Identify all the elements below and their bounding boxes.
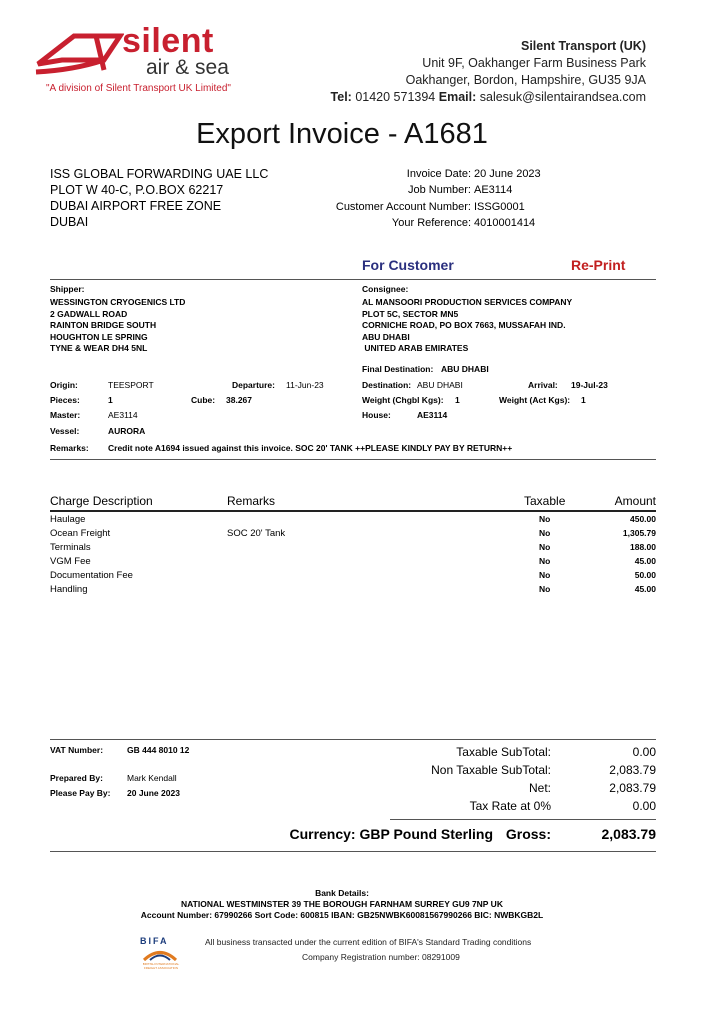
divider: [50, 851, 656, 852]
bank-details: [0, 888, 684, 921]
bank-title: Bank Details:: [315, 888, 369, 898]
divider: [50, 739, 656, 740]
cell-taxable: No: [539, 584, 551, 594]
meta-value: AE3114: [474, 184, 513, 197]
cell-taxable: No: [539, 570, 551, 580]
total-label: Taxable SubTotal:: [456, 745, 551, 759]
vat-label: VAT Number:: [50, 745, 104, 755]
company-contact: [331, 89, 646, 106]
departure-label: Departure:: [232, 380, 275, 390]
email-value: salesuk@silentairandsea.com: [479, 90, 646, 104]
reprint-label: Re-Print: [571, 257, 626, 273]
invoice-date-row: [330, 166, 541, 182]
shipper-line: RAINTON BRIDGE SOUTH: [50, 320, 157, 330]
company-address-line1: Unit 9F, Oakhanger Farm Business Park: [422, 56, 646, 70]
company-address-line2: Oakhanger, Bordon, Hampshire, GU35 9JA: [405, 73, 646, 87]
consignee-line: AL MANSOORI PRODUCTION SERVICES COMPANY: [362, 297, 573, 307]
meta-label: Your Reference:: [391, 217, 471, 230]
cell-description: Haulage: [50, 514, 86, 525]
shipper-line: TYNE & WEAR DH4 5NL: [50, 343, 148, 353]
company-address: [331, 38, 646, 106]
final-destination-value: ABU DHABI: [441, 364, 489, 374]
final-destination-label: Final Destination:: [362, 364, 434, 374]
cell-taxable: No: [539, 556, 551, 566]
total-value: 0.00: [632, 745, 656, 759]
cell-amount: 188.00: [630, 542, 656, 552]
meta-value: 20 June 2023: [474, 168, 541, 180]
consignee-line: ABU DHABI: [362, 331, 410, 342]
company-logo: [34, 22, 254, 98]
table-row: [50, 514, 656, 528]
cell-amount: 450.00: [630, 514, 656, 524]
weight-actual-label: Weight (Act Kgs):: [499, 395, 571, 405]
pieces-value: 1: [108, 395, 113, 405]
destination-value: ABU DHABI: [417, 380, 463, 390]
prepared-by-label: Prepared By:: [50, 773, 103, 783]
shipper-line: WESSINGTON CRYOGENICS LTD: [50, 297, 186, 307]
logo-tagline: "A division of Silent Transport UK Limited": [46, 83, 231, 94]
shipper-address: [50, 297, 185, 355]
cell-description: Handling: [50, 584, 88, 595]
remarks-value: Credit note A1694 issued against this invoice. SOC 20' TANK ++PLEASE KINDLY PAY BY RETURN++: [108, 443, 513, 453]
gross-value: 2,083.79: [601, 826, 656, 842]
total-value: 0.00: [632, 799, 656, 813]
bifa-logo: [138, 934, 184, 974]
destination-label: Destination:: [362, 380, 412, 390]
vessel-label: Vessel:: [50, 426, 80, 436]
job-number-row: [330, 182, 541, 198]
house-label: House:: [362, 410, 391, 420]
cell-description: Ocean Freight: [50, 528, 111, 539]
table-row: [50, 556, 656, 570]
cell-amount: 50.00: [634, 570, 656, 580]
table-row: [50, 570, 656, 584]
table-header-divider: [50, 510, 656, 512]
col-header-taxable: Taxable: [524, 494, 566, 508]
cube-label: Cube:: [191, 395, 216, 405]
cell-taxable: No: [539, 542, 551, 552]
meta-label: Customer Account Number:: [335, 200, 471, 213]
divider: [50, 279, 656, 280]
col-header-amount: Amount: [614, 494, 656, 508]
shipper-label: Shipper:: [50, 284, 85, 294]
cell-amount: 1,305.79: [622, 528, 656, 538]
weight-actual-value: 1: [581, 395, 586, 405]
master-value: AE3114: [108, 410, 138, 420]
meta-value: 4010001414: [474, 217, 536, 230]
meta-label: Invoice Date:: [406, 168, 471, 180]
table-row: [50, 584, 656, 598]
cell-description: Terminals: [50, 542, 91, 553]
origin-label: Origin:: [50, 380, 78, 390]
cell-amount: 45.00: [634, 584, 656, 594]
pieces-label: Pieces:: [50, 395, 80, 405]
consignee-line: CORNICHE ROAD, PO BOX 7663, MUSSAFAH IND.: [362, 320, 566, 330]
cell-amount: 45.00: [634, 556, 656, 566]
arrival-value: 19-Jul-23: [571, 380, 608, 390]
bank-line: NATIONAL WESTMINSTER 39 THE BOROUGH FARNHAM SURREY GU9 7NP UK: [181, 899, 503, 909]
bill-to-line: DUBAI: [50, 215, 89, 229]
tel-label: Tel:: [330, 90, 352, 104]
col-header-remarks: Remarks: [227, 494, 276, 508]
meta-label: Job Number:: [408, 184, 471, 197]
company-name: Silent Transport (UK): [520, 39, 646, 53]
table-row: [50, 542, 656, 556]
pay-by-value: 20 June 2023: [127, 788, 180, 798]
total-label: Tax Rate at 0%: [469, 799, 551, 813]
currency-label: Currency: GBP Pound Sterling: [289, 826, 493, 842]
logo-word-silent: silent: [122, 22, 214, 60]
invoice-meta: [330, 166, 541, 232]
bank-line: Account Number: 67990266 Sort Code: 600815 IBAN: GB25NWBK60081567990266 BIC: NWBKGB2L: [140, 910, 544, 920]
bifa-logo-text: BIFA: [140, 936, 169, 946]
bill-to-address: [50, 166, 268, 230]
total-label: Non Taxable SubTotal:: [431, 763, 551, 777]
pay-by-label: Please Pay By:: [50, 788, 111, 798]
col-header-description: Charge Description: [50, 494, 153, 508]
consignee-line: UNITED ARAB EMIRATES: [362, 343, 469, 353]
shipper-line: 2 GADWALL ROAD: [50, 308, 128, 319]
cell-taxable: No: [539, 514, 551, 524]
meta-value: ISSG0001: [474, 200, 525, 213]
departure-value: 11-Jun-23: [286, 380, 324, 390]
vessel-value: AURORA: [108, 426, 146, 436]
shipper-line: HOUGHTON LE SPRING: [50, 331, 148, 342]
cell-taxable: No: [539, 528, 551, 538]
bill-to-line: DUBAI AIRPORT FREE ZONE: [50, 199, 222, 213]
cell-remarks: SOC 20' Tank: [227, 528, 286, 539]
gross-label: Gross:: [505, 826, 551, 842]
remarks-label: Remarks:: [50, 443, 89, 453]
logo-word-airsea: air & sea: [146, 56, 229, 79]
weight-chargeable-label: Weight (Chgbl Kgs):: [362, 395, 444, 405]
total-label: Net:: [528, 781, 551, 795]
prepared-by-value: Mark Kendall: [127, 773, 177, 783]
company-registration: Company Registration number: 08291009: [302, 952, 460, 962]
master-label: Master:: [50, 410, 81, 420]
arrival-label: Arrival:: [528, 380, 558, 390]
bill-to-line: PLOT W 40-C, P.O.BOX 62217: [50, 183, 224, 197]
consignee-line: PLOT 5C, SECTOR MN5: [362, 308, 459, 319]
weight-chargeable-value: 1: [455, 395, 460, 405]
bifa-terms: All business transacted under the current edition of BIFA's Standard Trading conditions: [205, 937, 532, 947]
bifa-emblem-icon: [140, 947, 180, 961]
cube-value: 38.267: [226, 395, 252, 405]
house-value: AE3114: [417, 410, 448, 420]
account-number-row: [330, 199, 541, 215]
cell-description: VGM Fee: [50, 556, 91, 567]
divider: [390, 819, 656, 820]
table-row: [50, 528, 656, 542]
consignee-address: [362, 297, 572, 355]
page-title: Export Invoice - A1681: [196, 118, 488, 150]
email-label: Email:: [438, 90, 477, 104]
cell-description: Documentation Fee: [50, 570, 133, 581]
origin-value: TEESPORT: [108, 380, 154, 390]
logo-mark-icon: [34, 30, 124, 78]
tel-value: 01420 571394: [355, 90, 436, 104]
vat-value: GB 444 8010 12: [127, 745, 190, 755]
consignee-label: Consignee:: [362, 284, 409, 294]
for-customer-label: For Customer: [362, 257, 454, 273]
total-value: 2,083.79: [609, 781, 656, 795]
bifa-small-text: BRITISH INTERNATIONAL FREIGHT ASSOCIATION: [142, 962, 180, 970]
bill-to-line: ISS GLOBAL FORWARDING UAE LLC: [50, 167, 269, 181]
divider: [50, 459, 656, 460]
total-value: 2,083.79: [609, 763, 656, 777]
your-reference-row: [330, 215, 541, 231]
